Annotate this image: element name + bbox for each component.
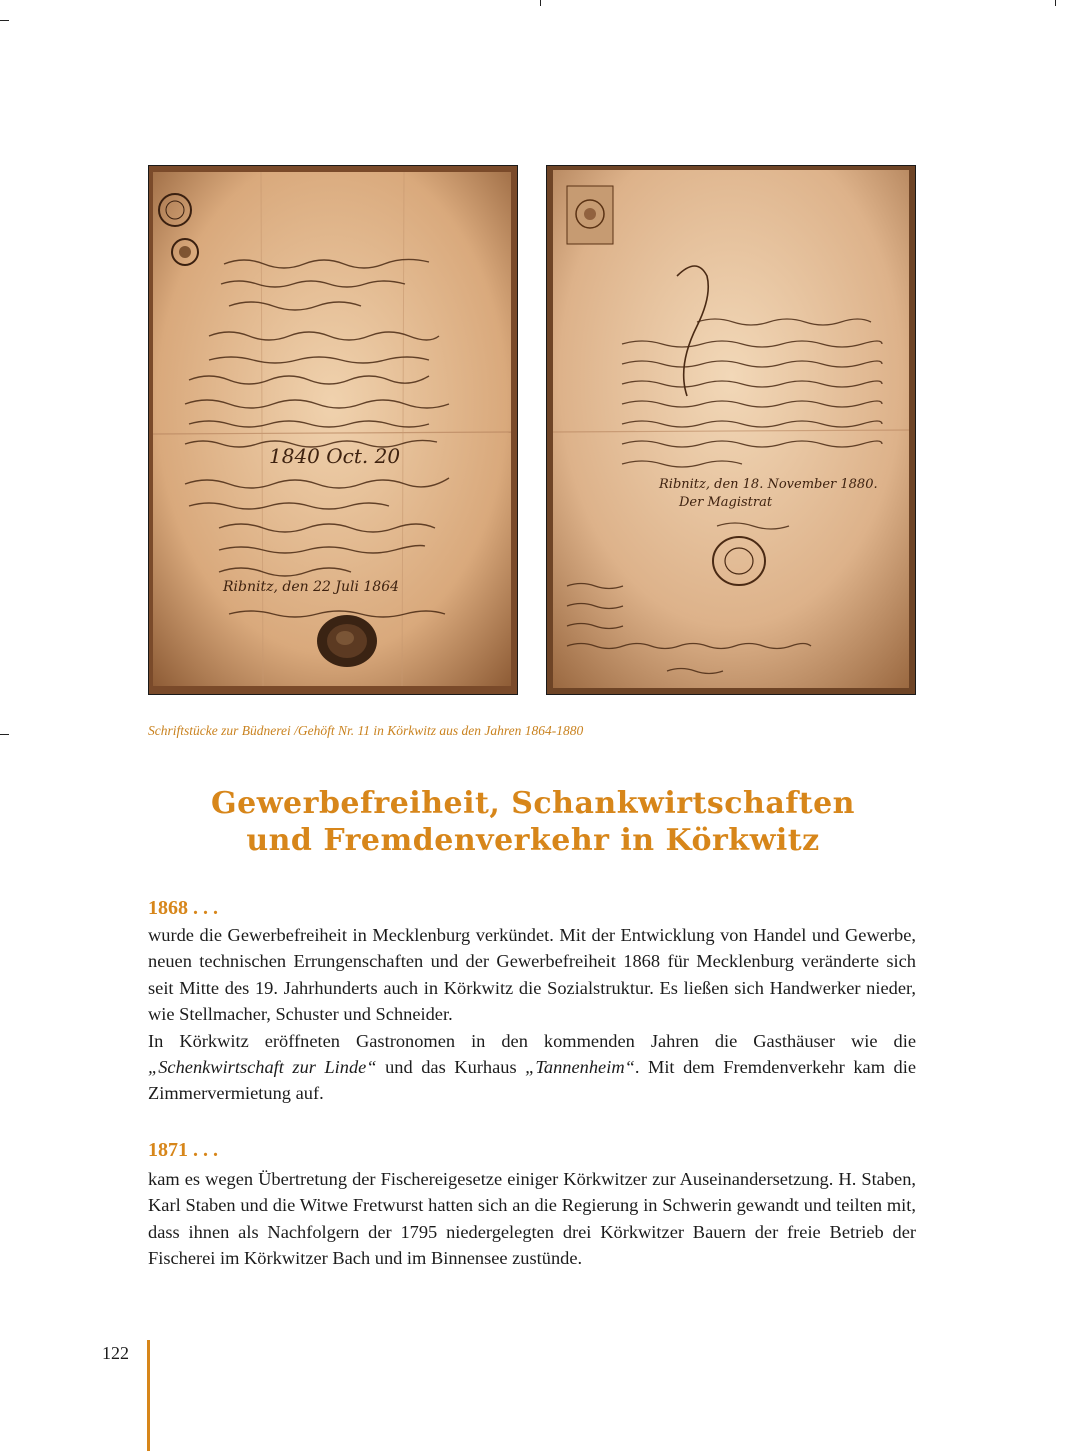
text-run: In Körkwitz eröffneten Gastronomen in den kommenden Jahren die Gasthäuser wie die: [148, 1030, 916, 1051]
paragraph: [148, 1028, 916, 1107]
page-margin-bar: [147, 1340, 150, 1451]
handwritten-date-line: 1840 Oct. 20: [269, 444, 401, 468]
section-1868-text: [148, 922, 916, 1107]
year-heading-1871: 1871 . . .: [148, 1139, 218, 1161]
emphasis-name: „Schenkwirtschaft zur Linde“: [148, 1057, 377, 1078]
page-number: 122: [102, 1343, 129, 1363]
page-title-line-2: und Fremdenverkehr in Körkwitz: [246, 823, 820, 858]
text-run: . Mit dem Fremdenverkehr kam die Zimmervermietung auf.: [148, 1057, 916, 1104]
page-title-line-1: Gewerbefreiheit, Schankwirtschaften: [211, 786, 855, 821]
document-photo-right: [546, 165, 916, 695]
paragraph: kam es wegen Übertretung der Fischereigesetze einiger Körkwitzer zur Auseinandersetzung. H. Staben, Karl Staben und die Witwe Fretwurst hatten sich an die Regierung in Schwerin gewandt und teilten mit, dass ihnen als Nachfolgern der 1795 niedergelegten drei Körkwitzer Bauern der freie Betrieb der Fischerei im Körkwitzer Bach und im Binnensee zustünde.: [148, 1169, 916, 1269]
handwritten-place-date: Ribnitz, den 18. November 1880.: [659, 477, 878, 492]
year-heading-1868: 1868 . . .: [148, 897, 218, 919]
photo-caption: Schriftstücke zur Büdnerei /Gehöft Nr. 11 in Körkwitz aus den Jahren 1864-1880: [148, 723, 584, 738]
crop-mark: [1055, 0, 1056, 6]
handwritten-place-date: Ribnitz, den 22 Juli 1864: [223, 579, 400, 595]
crop-mark: [0, 734, 9, 735]
section-1871-text: [148, 1166, 916, 1272]
crop-mark: [540, 0, 541, 6]
emphasis-name: „Tannenheim“: [525, 1057, 635, 1078]
handwritten-signature: Der Magistrat: [679, 495, 773, 510]
crop-mark: [0, 20, 9, 21]
document-photo-left: [148, 165, 518, 695]
paragraph: wurde die Gewerbefreiheit in Mecklenburg verkündet. Mit der Entwicklung von Handel und Gewerbe, neuen technischen Errungenschaften und der Gewerbefreiheit 1868 für Mecklenburg veränderte sich seit Mitte des 19. Jahrhunderts auch in Körkwitz die Sozialstruktur. Es ließen sich Handwerker nieder, wie Stellmacher, Schuster und Schneider.: [148, 925, 916, 1025]
text-run: und das Kurhaus: [376, 1057, 526, 1078]
